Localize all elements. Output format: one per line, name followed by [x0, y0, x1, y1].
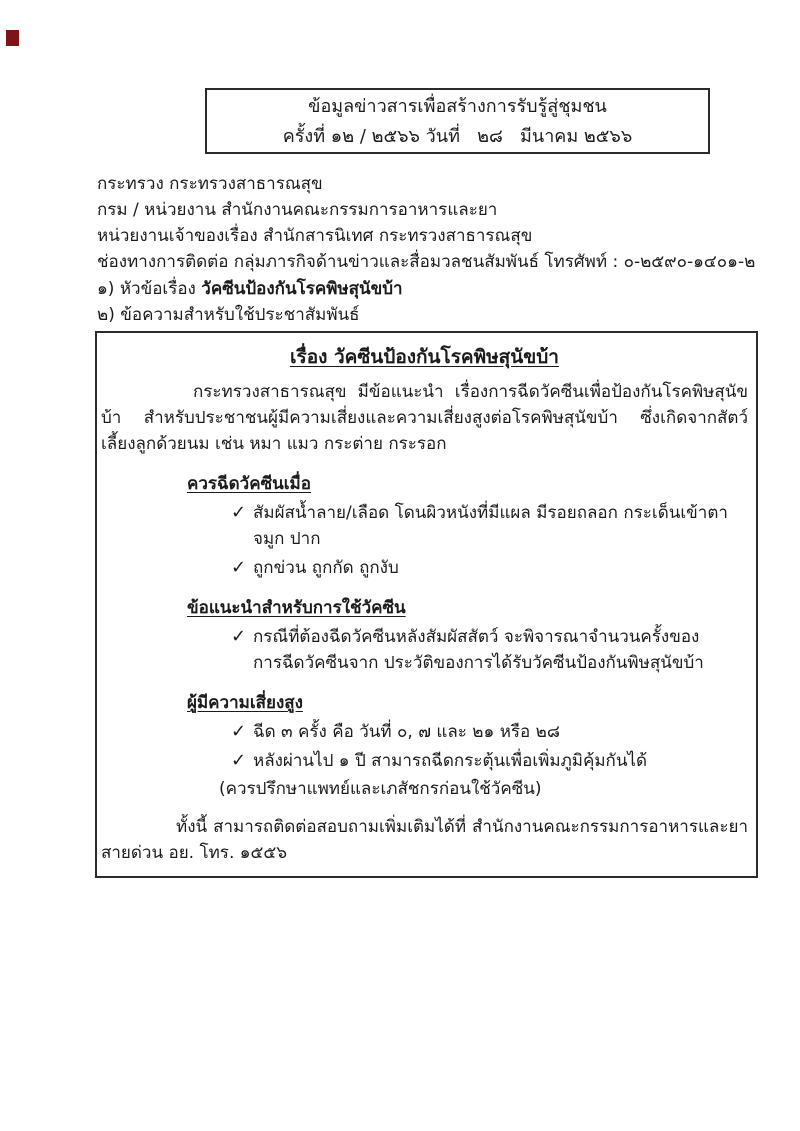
- meta-department: กรม / หน่วยงาน สำนักงานคณะกรรมการอาหารและยา: [97, 200, 498, 220]
- list-item: [231, 748, 748, 774]
- list-item: [231, 719, 748, 745]
- bullet-text: ฉีด ๓ ครั้ง คือ วันที่ ๐, ๗ และ ๒๑ หรือ ๒๘: [253, 722, 560, 742]
- header-title-line: ข้อมูลข่าวสารเพื่อสร้างการรับรู้สู่ชุมชน: [308, 96, 607, 117]
- document-items: [97, 276, 757, 328]
- red-corner-mark: [6, 30, 19, 46]
- item-topic-prefix: ๑) หัวข้อเรื่อง: [97, 279, 202, 299]
- intro-paragraph: กระทรวงสาธารณสุข มีข้อแนะนำ เรื่องการฉีดวัคซีนเพื่อป้องกันโรคพิษสุนัขบ้า สำหรับประชาชนผู้มีความเสี่ยงและความเสี่ยงสูงต่อโรคพิษสุนัขบ้า ซึ่งเกิดจากสัตว์เลี้ยงลูกด้วยนม เช่น หมา แมว กระต่าย กระรอก: [101, 382, 748, 454]
- bullet-text: กรณีที่ต้องฉีดวัคซีนหลังสัมผัสสัตว์ จะพิจารณาจำนวนครั้งของการฉีดวัคซีนจาก ประวัติของการได้รับวัคซีนป้องกันพิษสุนัขบ้า: [253, 627, 704, 673]
- check-icon: ✓: [231, 721, 247, 742]
- announcement-title: เรื่อง วัคซีนป้องกันโรคพิษสุนัขบ้า: [290, 346, 559, 368]
- consult-doctor-note: (ควรปรึกษาแพทย์และเภสัชกรก่อนใช้วัคซีน): [219, 779, 542, 799]
- bullet-text: หลังผ่านไป ๑ ปี สามารถฉีดกระตุ้นเพื่อเพิ่มภูมิคุ้มกันได้: [253, 751, 648, 771]
- check-icon: ✓: [231, 502, 247, 523]
- check-icon: ✓: [231, 750, 247, 771]
- check-icon: ✓: [231, 557, 247, 578]
- section-heading-high-risk: ผู้มีความเสี่ยงสูง: [187, 693, 303, 713]
- bullet-text: ถูกข่วน ถูกกัด ถูกงับ: [253, 558, 399, 578]
- check-icon: ✓: [231, 626, 247, 647]
- list-item: [231, 500, 748, 552]
- meta-owner-unit: หน่วยงานเจ้าของเรื่อง สำนักสารนิเทศ กระทรวงสาธารณสุข: [97, 226, 533, 246]
- meta-contact: ช่องทางการติดต่อ กลุ่มภารกิจด้านข่าวและสื่อมวลชนสัมพันธ์ โทรศัพท์ : ๐-๒๕๙๐-๑๔๐๑-๒: [97, 252, 756, 272]
- header-issue-date-line: ครั้งที่ ๑๒ / ๒๕๖๖ วันที่ ๒๘ มีนาคม ๒๕๖๖: [282, 126, 633, 147]
- item-topic-line: [97, 276, 757, 302]
- section-heading-when-to-vaccinate: ควรฉีดวัคซีนเมื่อ: [187, 474, 311, 494]
- list-item: [231, 555, 748, 581]
- section-heading-vaccine-advice: ข้อแนะนำสำหรับการใช้วัคซีน: [187, 598, 406, 618]
- meta-ministry: กระทรวง กระทรวงสาธารณสุข: [97, 174, 323, 194]
- document-header-box: [205, 88, 710, 154]
- list-item: [231, 624, 748, 676]
- closing-paragraph: ทั้งนี้ สามารถติดต่อสอบถามเพิ่มเติมได้ที่ สำนักงานคณะกรรมการอาหารและยา สายด่วน อย. โทร. ๑๕๕๖: [101, 817, 748, 863]
- item-pr-text-line: ๒) ข้อความสำหรับใช้ประชาสัมพันธ์: [97, 305, 360, 325]
- bullet-text: สัมผัสน้ำลาย/เลือด โดนผิวหนังที่มีแผล มีรอยถลอก กระเด็นเข้าตา จมูก ปาก: [253, 503, 728, 549]
- announcement-box: [95, 331, 758, 878]
- item-topic-title: วัคซีนป้องกันโรคพิษสุนัขบ้า: [201, 279, 403, 299]
- document-meta: [97, 171, 757, 275]
